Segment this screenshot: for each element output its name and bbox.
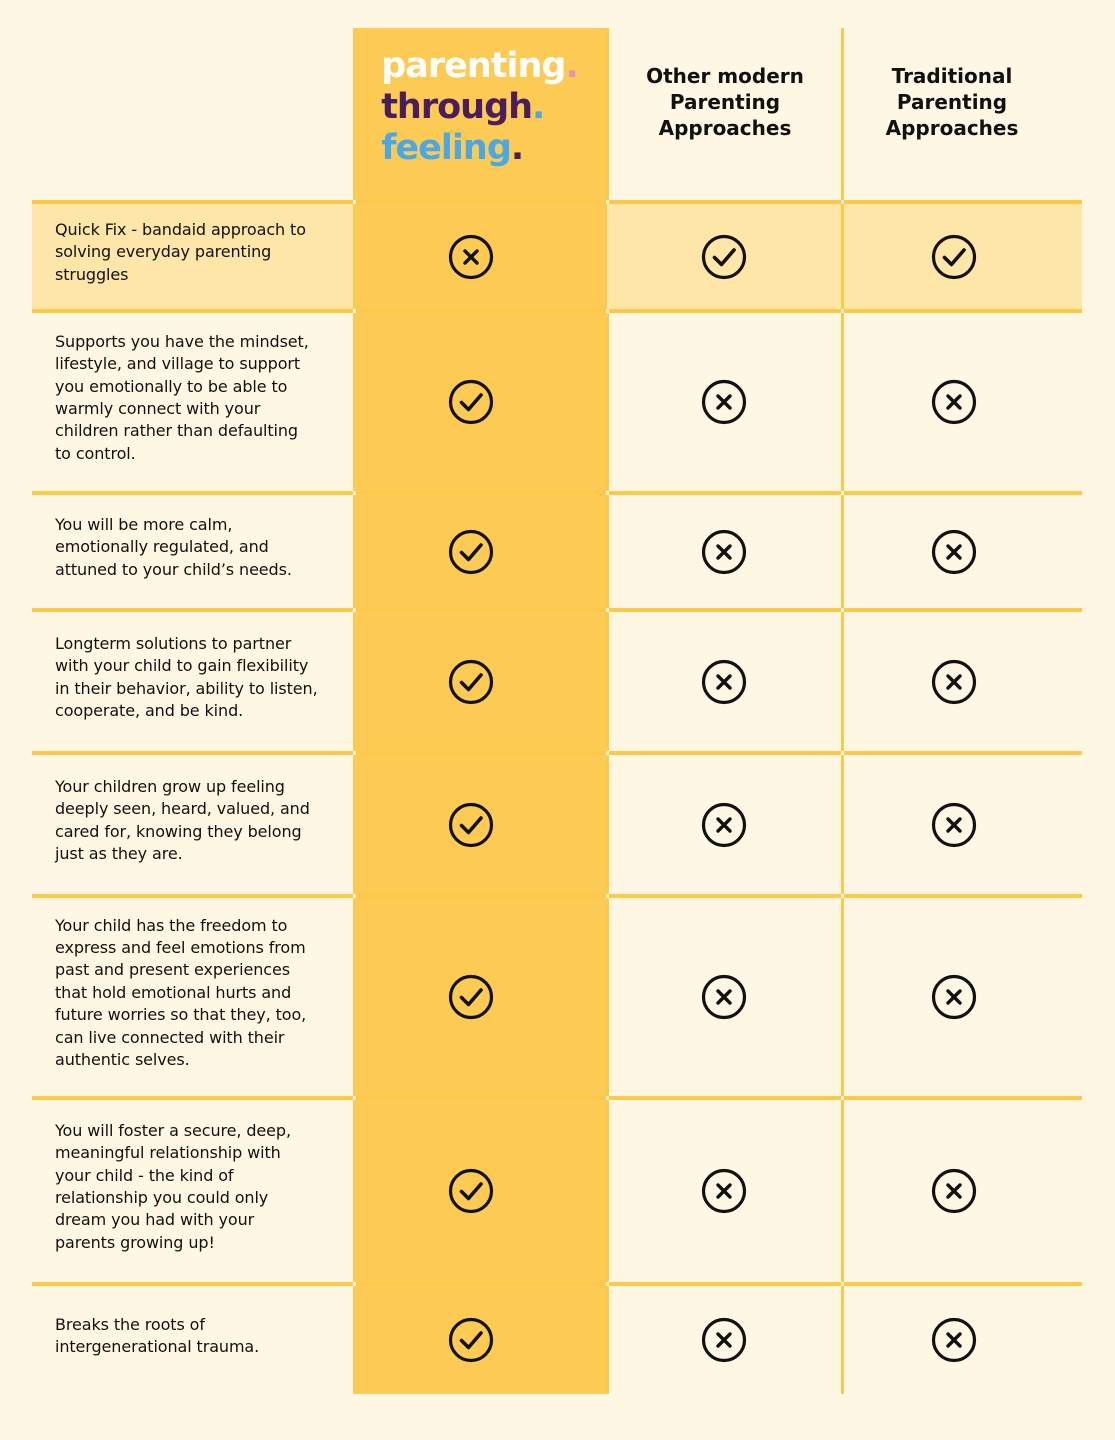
feature-text: You will foster a secure, deep, meaningful relationship with your child - the kind of relationship you could only dream you had with your parents growing up!: [55, 1120, 291, 1252]
feature-text: You will be more calm, emotionally regulated, and attuned to your child’s needs.: [55, 514, 292, 579]
separator-gap: [841, 608, 844, 612]
separator-gap: [606, 894, 609, 898]
check-circle-icon: [448, 1168, 494, 1214]
feature-text: Your children grow up feeling deeply seen, heard, valued, and cared for, knowing they belong just as they are.: [55, 776, 310, 863]
check-circle-icon: [448, 379, 494, 425]
separator-gap: [606, 491, 609, 495]
x-circle-icon: [701, 802, 747, 848]
separator-gap: [353, 1096, 356, 1100]
check-circle-icon: [448, 802, 494, 848]
brand-line-feeling: feeling.: [381, 127, 525, 168]
x-circle-icon: [701, 529, 747, 575]
separator-gap: [353, 1282, 356, 1286]
brand-logo: [381, 46, 579, 169]
separator-gap: [606, 608, 609, 612]
brand-line-through: through.: [381, 86, 546, 127]
separator-gap: [353, 309, 356, 313]
check-circle-icon: [448, 529, 494, 575]
x-circle-icon: [931, 1317, 977, 1363]
x-circle-icon: [931, 802, 977, 848]
row-separator: [32, 751, 1082, 755]
separator-gap: [841, 894, 844, 898]
row-separator: [32, 894, 1082, 898]
check-circle-icon: [448, 659, 494, 705]
x-circle-icon: [701, 379, 747, 425]
separator-gap: [841, 309, 844, 313]
x-circle-icon: [448, 234, 494, 280]
column-title-other-modern: Other modern Parenting Approaches: [646, 64, 804, 140]
x-circle-icon: [931, 1168, 977, 1214]
feature-text: Supports you have the mindset, lifestyle, and village to support you emotionally to be able to warmly connect with your children rather than defaulting to control.: [55, 331, 309, 463]
x-circle-icon: [701, 1168, 747, 1214]
separator-gap: [353, 894, 356, 898]
row-separator: [32, 608, 1082, 612]
separator-gap: [606, 1096, 609, 1100]
check-circle-icon: [448, 1317, 494, 1363]
separator-gap: [606, 751, 609, 755]
separator-gap: [841, 1096, 844, 1100]
brand-header: [353, 28, 607, 200]
x-circle-icon: [931, 379, 977, 425]
x-circle-icon: [931, 974, 977, 1020]
separator-gap: [353, 751, 356, 755]
check-circle-icon: [931, 234, 977, 280]
row-separator: [32, 491, 1082, 495]
separator-gap: [606, 1282, 609, 1286]
check-circle-icon: [701, 234, 747, 280]
feature-text: Quick Fix - bandaid approach to solving everyday parenting struggles: [55, 219, 306, 284]
feature-text: Breaks the roots of intergenerational trauma.: [55, 1314, 260, 1356]
row-separator: [32, 1282, 1082, 1286]
x-circle-icon: [931, 659, 977, 705]
feature-text: Your child has the freedom to express and feel emotions from past and present experiences that hold emotional hurts and future worries so that they, too, can live connected with their authentic selves.: [55, 915, 307, 1070]
separator-gap: [841, 491, 844, 495]
x-circle-icon: [931, 529, 977, 575]
feature-text: Longterm solutions to partner with your child to gain flexibility in their behavior, ability to listen, cooperate, and be kind.: [55, 633, 318, 720]
column-title-traditional: Traditional Parenting Approaches: [885, 64, 1019, 140]
column-divider-segment: [841, 204, 844, 309]
x-circle-icon: [701, 974, 747, 1020]
separator-gap: [841, 1282, 844, 1286]
row-separator: [32, 309, 1082, 313]
brand-line-parenting: parenting.: [381, 45, 579, 86]
x-circle-icon: [701, 659, 747, 705]
check-circle-icon: [448, 974, 494, 1020]
row-separator: [32, 1096, 1082, 1100]
header-other-modern: [609, 28, 841, 200]
separator-gap: [353, 608, 356, 612]
separator-gap: [606, 309, 609, 313]
header-traditional: [844, 28, 1060, 200]
separator-gap: [841, 751, 844, 755]
separator-gap: [353, 491, 356, 495]
x-circle-icon: [701, 1317, 747, 1363]
